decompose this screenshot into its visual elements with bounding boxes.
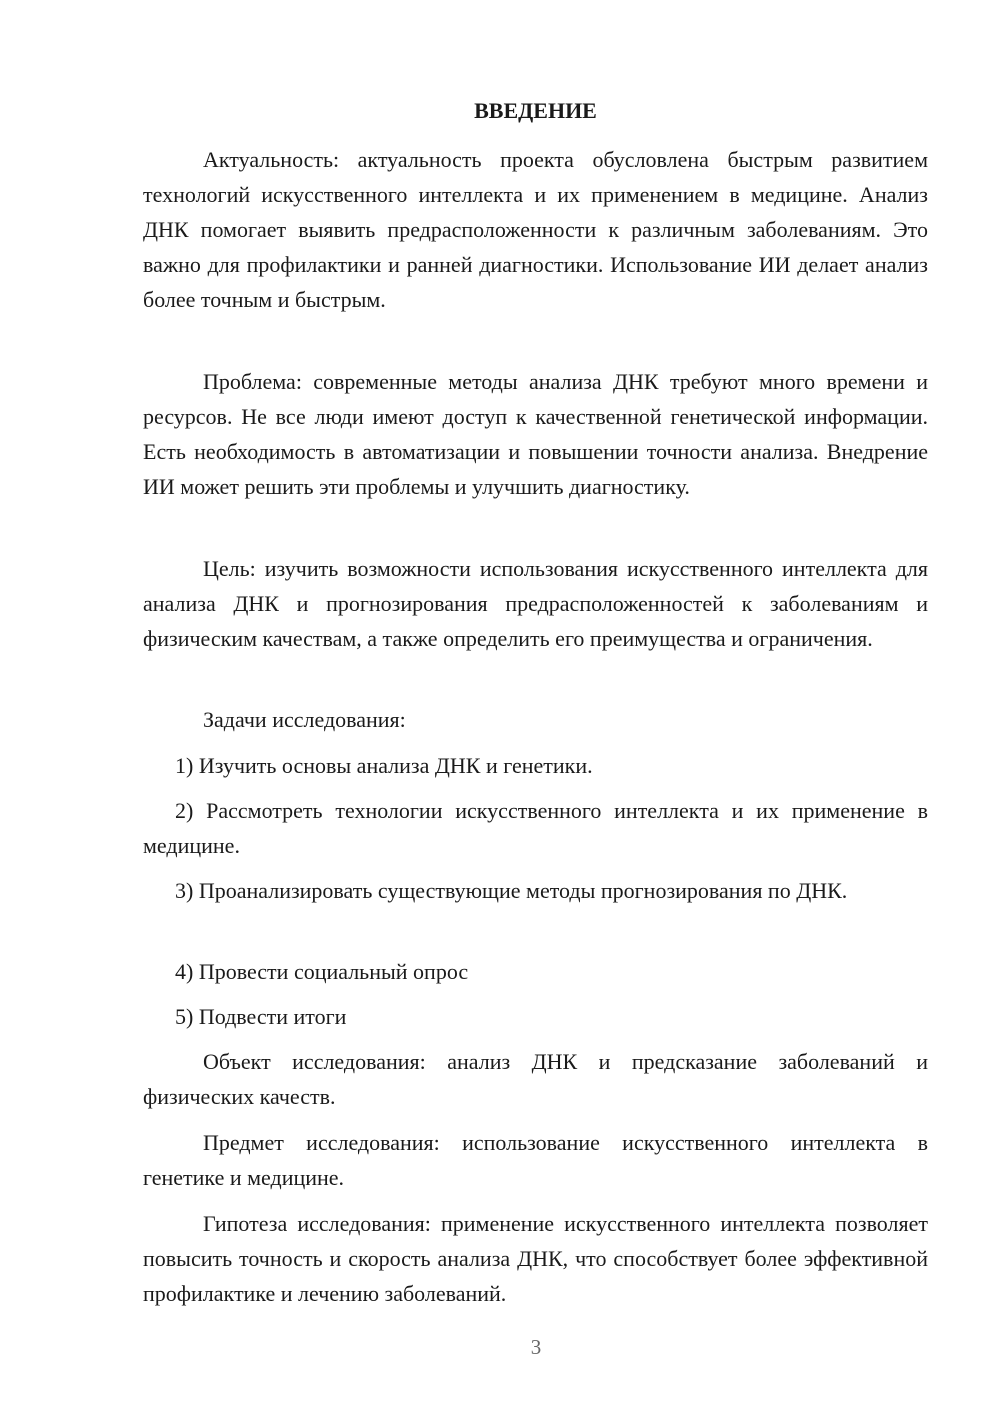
paragraph-subject: Предмет исследования: использование искусственного интеллекта в генетике и медицине. bbox=[143, 1130, 928, 1190]
paragraph-tasks-heading: Задачи исследования: bbox=[203, 707, 406, 732]
paragraph-object: Объект исследования: анализ ДНК и предсказание заболеваний и физических качеств. bbox=[143, 1049, 928, 1109]
list-item-task-1: 1) Изучить основы анализа ДНК и генетики. bbox=[175, 753, 593, 778]
paragraph-goal: Цель: изучить возможности использования искусственного интеллекта для анализа ДНК и прогнозирования предрасположенностей к заболеваниям и физическим качествам, а также определить его преимущества и ограничения. bbox=[143, 556, 928, 651]
page-number: 3 bbox=[530, 1335, 542, 1359]
paragraph-relevance: Актуальность: актуальность проекта обусловлена быстрым развитием технологий искусственного интеллекта и их применением в медицине. Анализ ДНК помогает выявить предрасположенности к различным заболеваниям. Это важно для профилактики и ранней диагностики. Использование ИИ делает анализ более точным и быстрым. bbox=[143, 147, 928, 312]
page-title: ВВЕДЕНИЕ bbox=[474, 98, 597, 123]
list-item-task-4: 4) Провести социальный опрос bbox=[175, 959, 469, 984]
paragraph-problem: Проблема: современные методы анализа ДНК требуют много времени и ресурсов. Не все люди имеют доступ к качественной генетической информации. Есть необходимость в автоматизации и повышении точности анализа. Внедрение ИИ может решить эти проблемы и улучшить диагностику. bbox=[143, 369, 928, 499]
list-item-task-5: 5) Подвести итоги bbox=[175, 1004, 347, 1029]
list-item-task-3: 3) Проанализировать существующие методы прогнозирования по ДНК. bbox=[175, 878, 848, 903]
paragraph-hypothesis: Гипотеза исследования: применение искусственного интеллекта позволяет повысить точность и скорость анализа ДНК, что способствует более эффективной профилактике и лечению заболеваний. bbox=[143, 1211, 928, 1306]
list-item-task-2: 2) Рассмотреть технологии искусственного интеллекта и их применение в медицине. bbox=[143, 798, 928, 858]
